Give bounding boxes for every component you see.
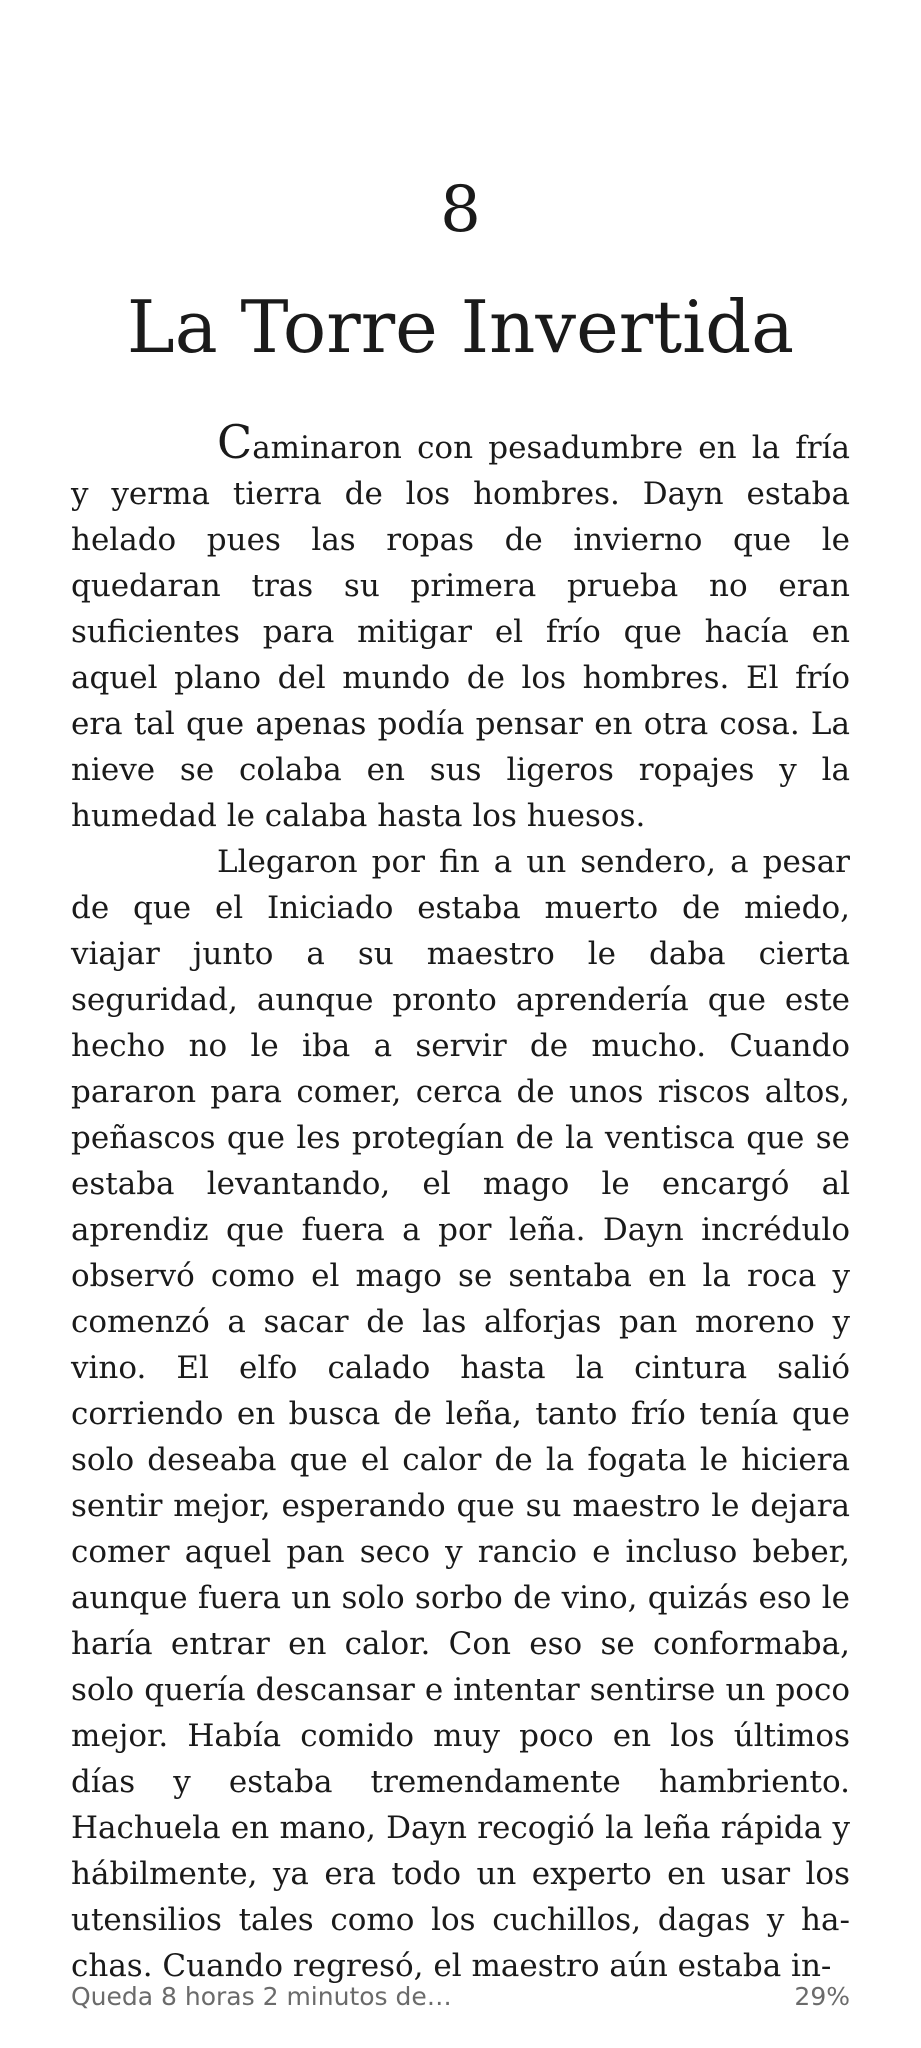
reading-progress[interactable]: 29% (794, 1981, 850, 2011)
paragraph-1 (71, 415, 850, 839)
paragraph-1-text: aminaron con pesadumbre en la fría y yerma tierra de los hombres. Dayn estaba helado pues las ropas de invierno que le quedaran tras su primera prueba no eran suficientes para mitigar el frío que hacía en aquel plano del mundo de los hombres. El frío era tal que apenas podía pensar en otra cosa. La nieve se colaba en sus ligeros ropajes y la humedad le calaba hasta los huesos. (71, 430, 850, 834)
chapter-body (71, 415, 850, 1989)
reading-status-bar[interactable] (71, 1978, 850, 2014)
time-remaining[interactable]: Queda 8 horas 2 minutos de… (71, 1981, 452, 2011)
paragraph-2: Llegaron por fin a un sendero, a pesar de que el Iniciado estaba muerto de miedo, viajar junto a su maestro le daba cierta seguridad, aunque pronto aprendería que este hecho no le iba a servir de mucho. Cuando pararon para comer, cerca de unos riscos altos, peñascos que les protegían de la ventisca que se estaba levantando, el mago le encargó al aprendiz que fuera a por leña. Dayn incrédulo observó como el mago se sentaba en la roca y comenzó a sacar de las alforjas pan moreno y vino. El elfo calado hasta la cintura salió corriendo en busca de leña, tanto frío tenía que solo deseaba que el calor de la fogata le hiciera sentir mejor, esperando que su maestro le dejara comer aquel pan seco y rancio e incluso beber, aunque fuera un solo sorbo de vino, quizás eso le haría entrar en calor. Con eso se conformaba, solo quería descansar e intentar sentirse un poco mejor. Había comido muy poco en los últimos días y estaba tremendamente hambriento. Hachuela en mano, Dayn recogió la leña rápida y hábilmente, ya era todo un experto en usar los utensilios tales como los cuchillos, dagas y hachas. Cuando regresó, el maestro aún estaba in- (71, 844, 850, 1984)
drop-cap: C (217, 415, 253, 469)
chapter-number: 8 (440, 173, 481, 247)
chapter-title: La Torre Invertida (126, 285, 795, 369)
